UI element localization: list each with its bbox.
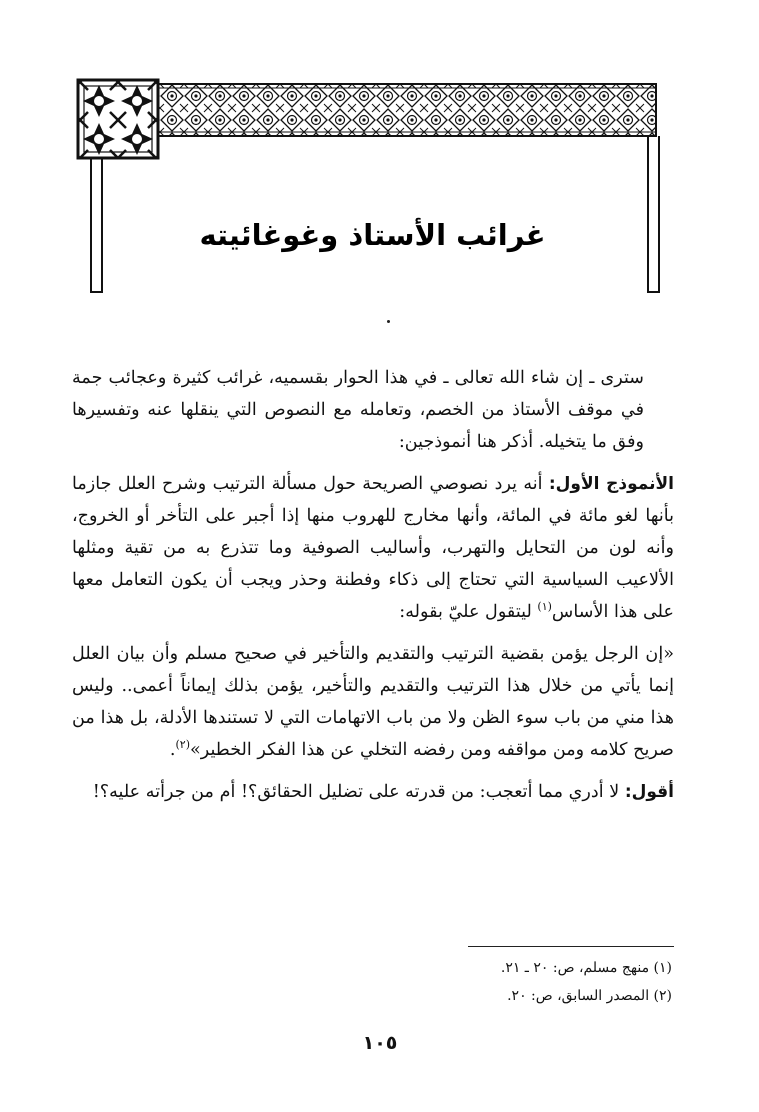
ornamental-frame [0,0,759,310]
page-number: ١٠٥ [362,1032,398,1054]
reply-paragraph [72,776,674,808]
quote-end: . [169,740,176,760]
model-one-lead: الأنموذج الأول: [548,474,675,494]
quote-paragraph [72,638,674,766]
footnote-2: (٢) المصدر السابق، ص: ٢٠. [507,988,672,1004]
footnote-divider [468,946,674,947]
reply-text: لا أدري مما أتعجب: من قدرته على تضليل الحقائق؟! أم من جرأته عليه؟! [92,782,625,802]
chapter-title: غرائب الأستاذ وغوغائيته [199,218,546,252]
chapter-header [0,0,759,310]
model-one-paragraph [72,468,674,628]
model-one-text: أنه يرد نصوصي الصريحة حول مسألة الترتيب وشرح العلل جازما بأنها لغو مائة في المائة، وأنها مخارج للهروب منها إذا أجبر على التأخر أو الخروج، وأنه لون من التحايل والتهرب، وأساليب الصوفية وما تتذرع به من تقية ومثلها الألاعيب السياسية التي تحتاج إلى ذكاء وفطنة وحذر ويجب أن يكون التعامل معها على هذا الأساس [72,474,674,622]
reply-lead: أقول: [624,782,674,802]
footnote-ref-1[interactable]: (١) [537,600,552,614]
decorative-dot [387,320,390,323]
quote-text: «إن الرجل يؤمن بقضية الترتيب والتقديم والتأخير في صحيح مسلم وأن بيان العلل إنما يأتي من خلال هذا الترتيب والتقديم والتأخير، يؤمن بذلك إيماناً أعمى.. وليس هذا مني من باب سوء الظن ولا من باب الاتهامات التي لا تستندها الأدلة، بل هذا من صريح كلامه ومن مواقفه ومن رفضه التخلي عن هذا الفكر الخطير» [72,644,674,760]
body-text [72,362,674,818]
footnote-1: (١) منهج مسلم، ص: ٢٠ ـ ٢١. [500,960,672,976]
intro-paragraph: سترى ـ إن شاء الله تعالى ـ في هذا الحوار بقسميه، غرائب كثيرة وعجائب جمة في موقف الأستاذ من الخصم، وتعامله مع النصوص التي ينقلها عنه وتفسيرها وفق ما يتخيله. أذكر هنا أنموذجين: [72,368,644,452]
footnote-ref-2[interactable]: (٢) [175,738,190,752]
model-one-tail: ليتقول عليّ بقوله: [399,602,538,622]
footnotes [400,954,672,1010]
